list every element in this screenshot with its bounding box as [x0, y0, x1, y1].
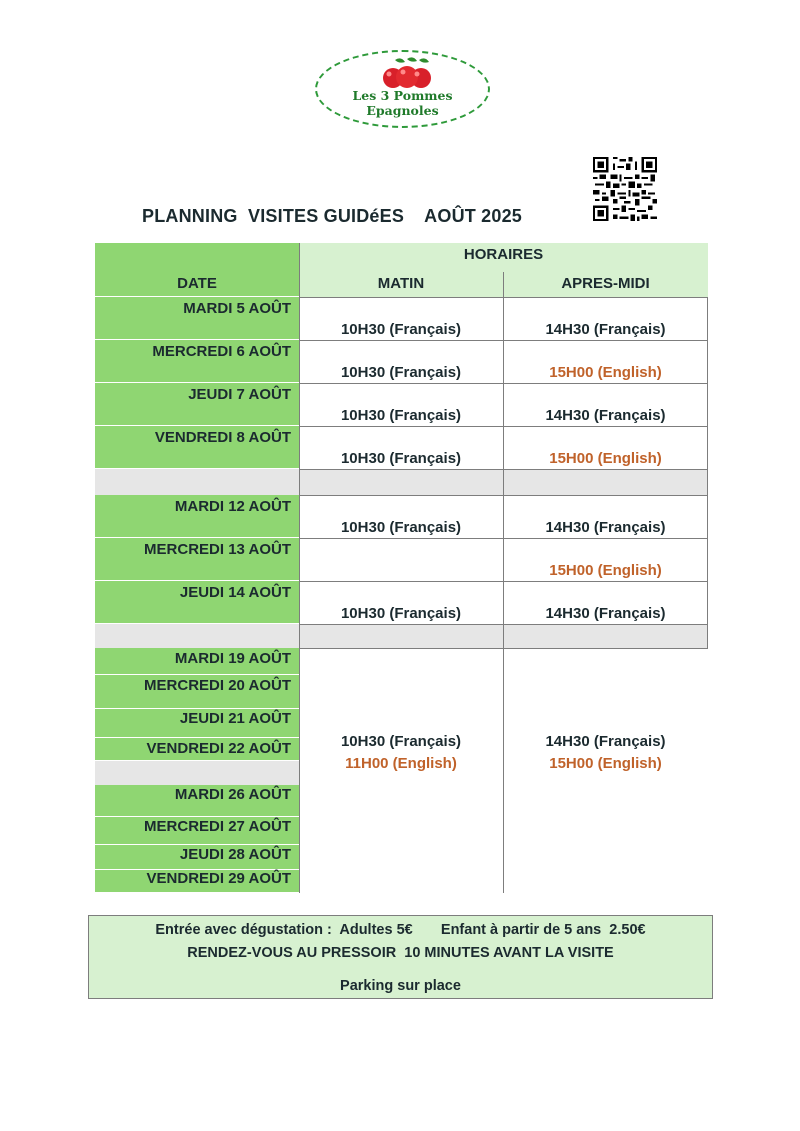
info-box [88, 915, 713, 999]
grid-line [299, 340, 708, 341]
matin-slot: 10H30 (Français) [340, 321, 462, 338]
week-separator [95, 624, 708, 648]
grid-line [299, 624, 708, 625]
matin-slot: 10H30 (Français) [340, 450, 462, 467]
date-label: MERCREDI 20 AOÛT [144, 677, 291, 694]
matin-slot: 10H30 (Français) [340, 364, 462, 381]
parking-line: Parking sur place [340, 978, 461, 994]
date-label: MERCREDI 13 AOÛT [144, 541, 291, 558]
grid-line [299, 538, 708, 539]
date-label: VENDREDI 29 AOÛT [146, 870, 291, 887]
apres-midi-slot-english: 15H00 (English) [549, 450, 662, 467]
matin-slot: 10H30 (Français) [340, 733, 462, 750]
matin-slot: 10H30 (Français) [340, 519, 462, 536]
matin-slot-english: 11H00 (English) [345, 755, 457, 772]
logo [315, 50, 490, 128]
apres-midi-slot-english: 15H00 (English) [549, 755, 662, 772]
apres-midi-slot-english: 15H00 (English) [549, 562, 662, 579]
price-line: Entrée avec dégustation : Adultes 5€ Enfant à partir de 5 ans 2.50€ [155, 922, 646, 938]
date-label: MERCREDI 6 AOÛT [152, 343, 291, 360]
grid-line [299, 648, 708, 649]
apres-midi-slot: 14H30 (Français) [545, 519, 666, 536]
matin-header-label: MATIN [377, 275, 425, 292]
date-label: JEUDI 21 AOÛT [179, 710, 291, 727]
date-label: JEUDI 14 AOÛT [179, 584, 291, 601]
grid-line [299, 495, 708, 496]
date-column-header: DATE [177, 275, 217, 292]
date-label: VENDREDI 8 AOÛT [154, 429, 291, 446]
grid-line [707, 297, 708, 648]
date-label: VENDREDI 22 AOÛT [146, 740, 291, 757]
apres-midi-slot: 14H30 (Français) [545, 605, 666, 622]
date-label: JEUDI 7 AOÛT [188, 386, 291, 403]
grid-line [299, 297, 708, 298]
apres-midi-header-label: APRES-MIDI [561, 275, 650, 292]
grid-line [503, 272, 504, 893]
date-label: MARDI 5 AOÛT [183, 300, 291, 317]
date-label: MARDI 19 AOÛT [174, 650, 291, 667]
grid-line [299, 581, 708, 582]
grid-line [299, 469, 708, 470]
date-label: MARDI 12 AOÛT [174, 498, 291, 515]
matin-slot: 10H30 (Français) [340, 407, 462, 424]
apres-midi-slot: 14H30 (Français) [545, 407, 666, 424]
date-label: JEUDI 28 AOÛT [179, 846, 291, 863]
apres-midi-slot-english: 15H00 (English) [549, 364, 662, 381]
page-title: PLANNING VISITES GUIDéES AOÛT 2025 [142, 206, 523, 226]
three-apples-icon [377, 56, 437, 90]
date-label: MERCREDI 27 AOÛT [144, 818, 291, 835]
week-separator [95, 469, 708, 495]
schedule-table [95, 243, 708, 893]
qr-code-icon[interactable] [593, 157, 657, 221]
apres-midi-slot: 14H30 (Français) [545, 321, 666, 338]
logo-text: Les 3 Pommes Epagnoles [352, 88, 453, 118]
grid-line [299, 383, 708, 384]
matin-slot: 10H30 (Français) [340, 605, 462, 622]
horaires-header-label: HORAIRES [463, 246, 544, 263]
week-separator [95, 761, 299, 785]
date-label: MARDI 26 AOÛT [174, 786, 291, 803]
apres-midi-slot: 14H30 (Français) [545, 733, 666, 750]
grid-line [299, 426, 708, 427]
meeting-point-line: RENDEZ-VOUS AU PRESSOIR 10 MINUTES AVANT LA VISITE [187, 945, 614, 961]
